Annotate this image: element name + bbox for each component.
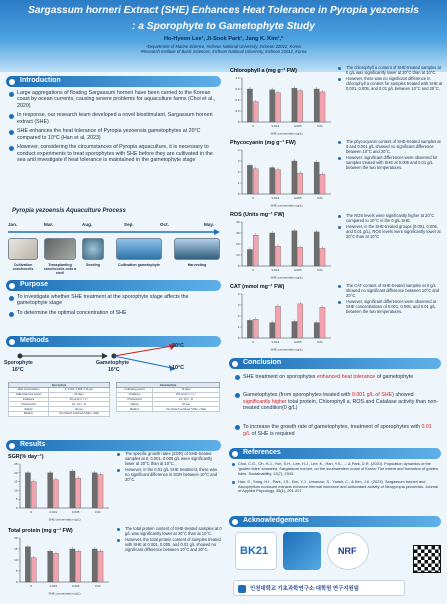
- bar: [25, 547, 30, 582]
- bullet-icon: [8, 338, 16, 346]
- y-tick-label: 40: [236, 220, 240, 224]
- sporophyte-temp: 16°C: [12, 367, 24, 373]
- result-bullet: The phycocyanin content of SHE-treated samples at 0 and 0.001 g/L showed no significant difference between 10°C and 20°C.: [337, 140, 443, 154]
- table-row: Irradiance 40 μmol m⁻² s⁻¹: [9, 397, 110, 402]
- bar: [92, 473, 97, 508]
- bar: [320, 174, 325, 194]
- x-tick-label: 0.001: [271, 268, 280, 272]
- x-tick-label: 0: [252, 196, 254, 200]
- y-tick-label: 20: [236, 242, 240, 246]
- x-tick-label: 0: [252, 124, 254, 128]
- month-label: Sep.: [124, 222, 134, 227]
- bar: [292, 161, 297, 194]
- bar: [292, 231, 297, 266]
- y-tick-label: 15: [14, 479, 18, 484]
- sgr-chart: [6, 462, 112, 522]
- bar: [247, 165, 252, 194]
- conclusion-item: To increase the growth rate of gametophytes, treatment of sporophytes with 0.01 g/L of SHE is required: [235, 424, 440, 437]
- bar: [314, 89, 319, 122]
- institute-logo: 인천대학교 기초과학연구소·대학원 연구지원팀: [233, 580, 405, 596]
- bar: [53, 480, 58, 508]
- x-tick-label: 0.001: [49, 510, 58, 514]
- bar: [70, 549, 75, 582]
- bar: [270, 323, 275, 338]
- bullet-icon: [8, 282, 16, 290]
- gametophyte-label: Gametophyte: [96, 360, 130, 366]
- process-caption: Cultivation conchocelis: [12, 263, 34, 271]
- bullet-icon: [231, 360, 239, 368]
- cat-chart: [228, 292, 334, 352]
- table-row: Photoperiod 10 : 14 L : D: [9, 402, 110, 407]
- y-tick-label: 10: [14, 488, 18, 493]
- authors: Ho-Hyeon Lee¹, Ji-Sook Park¹, Jang K. Kim¹,²: [163, 36, 284, 42]
- bar: [298, 173, 303, 194]
- bar: [275, 306, 280, 338]
- conclusion-heading: Conclusion: [243, 359, 282, 366]
- title-line-1: Sargassum horneri Extract (SHE) Enhances Heat Tolerance in Pyropia yezoensis: [28, 5, 419, 16]
- results-heading: Results: [20, 441, 46, 448]
- conclusion-item: Gametophytes (from sporophytes treated with 0.001 g/L of SHE) showed significantly higher total protein, Chlorophyll a, ROS and Catalase activity than non-treated condition(0 g/L): [235, 392, 440, 412]
- y-tick-label: 2: [237, 314, 240, 318]
- y-tick-label: 0: [237, 192, 240, 196]
- qr-code[interactable]: [413, 545, 441, 573]
- bar: [53, 553, 58, 582]
- y-tick-label: 30: [236, 231, 240, 235]
- y-tick-label: 0: [237, 120, 240, 124]
- bar: [247, 89, 252, 122]
- bar: [247, 250, 252, 267]
- table-header: Gametophyte: [117, 383, 220, 388]
- y-tick-label: 5: [15, 497, 18, 502]
- x-tick-label: 0.001: [271, 124, 280, 128]
- x-tick-label: 0.001: [271, 340, 280, 344]
- bar: [48, 473, 53, 508]
- bar: [253, 169, 258, 194]
- result-bullet: However, significant differences were observed for samples treated with SHE at 0.005 and 0.01 g/L between the two temperatures.: [337, 156, 443, 170]
- methods-heading: Methods: [20, 337, 49, 344]
- bar: [314, 162, 319, 194]
- introduction-banner: [6, 76, 221, 87]
- x-tick-label: 0: [30, 584, 32, 588]
- x-axis-label: SHE concentration (g/L): [48, 591, 81, 596]
- cultivation-photo: [116, 238, 162, 260]
- table-row: Salinity 30 psu: [117, 402, 220, 407]
- bar: [314, 323, 319, 338]
- bar: [270, 168, 275, 194]
- affiliation-2: ²Research Institute of Basic Sciences, Incheon National University, Incheon 22012, Korea: [140, 49, 307, 54]
- sgr-bullets: [116, 452, 222, 484]
- y-tick-label: 0.6: [235, 98, 240, 102]
- x-axis-label: SHE concentration (g/L): [48, 517, 81, 522]
- month-label: Aug.: [82, 222, 93, 227]
- branch-10c-label: 10°C: [172, 365, 185, 371]
- y-tick-label: 4: [237, 148, 240, 152]
- bullet-icon: [231, 450, 239, 458]
- cat-bullets: [337, 284, 443, 316]
- bar: [98, 551, 103, 582]
- bar: [320, 92, 325, 122]
- bar: [25, 473, 30, 508]
- y-tick-label: 4: [237, 292, 240, 296]
- intro-item: SHE enhances the heat tolerance of Pyropia yezoensis gametophytes at 20°C compared to 10°C (Han et al, 2023): [8, 128, 220, 141]
- result-bullet: However, in the 0.01 g/L SHE treatment, there was no significant difference in SGR between 10°C and 20°C.: [116, 468, 222, 482]
- bar: [314, 232, 319, 266]
- references-list: [231, 462, 441, 497]
- y-tick-label: 0: [15, 506, 18, 510]
- gametophyte-temp: 16°C: [108, 367, 120, 373]
- sporophyte-table: [8, 382, 110, 417]
- bar: [253, 102, 258, 122]
- bar: [298, 304, 303, 338]
- bullet-icon: [8, 442, 16, 450]
- bar: [275, 170, 280, 194]
- result-bullet: However, in the SHE-treated groups (0.001, 0.005, and 0.01 g/L), ROS levels were significantly lower at 20°C than at 10°C: [337, 225, 443, 239]
- intro-item: Large aggregations of floating Sargassum horneri have been carried to the Korean coast by ocean currents, causing severe problems for aquaculture farms (Choi et al., 2020): [8, 90, 220, 109]
- process-caption: Cultivation gametophyte: [118, 263, 160, 267]
- table-row: Medium Von Stosch enriched (VSE) + SHE: [117, 407, 220, 412]
- y-tick-label: 0: [237, 264, 240, 268]
- table-row: Salinity 30 psu: [9, 407, 110, 412]
- introduction-heading: Introduction: [20, 77, 61, 84]
- y-tick-label: 3: [237, 303, 240, 307]
- bar: [275, 93, 280, 122]
- inu-logo: [283, 532, 321, 570]
- protein-bullets: [116, 527, 222, 554]
- x-axis-label: SHE concentration (g/L): [270, 131, 303, 136]
- bar: [76, 551, 81, 582]
- bullet-icon: [235, 393, 240, 398]
- bar: [298, 91, 303, 122]
- table-row: Photoperiod 12 : 12 L : D: [117, 397, 220, 402]
- y-tick-label: 1: [237, 181, 240, 185]
- timeline-arrow: [6, 228, 221, 236]
- x-tick-label: 0: [252, 268, 254, 272]
- reference-item: Han, S., Song, H.I., Park, J.S., Kim, Y.J., Umanzor, S., Yarish, C., & Kim, J.K. (2023). Sargassum horneri and Ascophyllum nodosum extracts enhance thermal tolerance and antioxidant activity of Neopyropia yezoensis. Journal of Applied Phycology, 35(1), 201-207.: [231, 480, 441, 495]
- result-bullet: The specific growth rates (SGR) of SHE-treated samples at 0, 0.001, 0.005 g/L were significantly lower at 20°C than at 10°C.: [116, 452, 222, 466]
- cat-chart-title: CAT (mmol mg⁻¹ FW): [230, 284, 285, 290]
- x-tick-label: 0.01: [316, 196, 323, 200]
- x-axis-label: SHE concentration (g/L): [270, 347, 303, 352]
- acknowledgements-banner: [229, 516, 441, 527]
- x-tick-label: 0.001: [49, 584, 58, 588]
- conclusion-item: SHE treatment on sporophytes enhanced heat tolerance of gametophyte: [235, 374, 440, 381]
- x-axis-label: SHE concentration (g/L): [270, 275, 303, 280]
- university-emblem-icon: [238, 585, 246, 593]
- process-caption: Harvesting: [187, 263, 207, 267]
- y-tick-label: 15: [14, 547, 18, 551]
- bar: [31, 482, 36, 508]
- table-row: Cultivating period 10 days: [117, 388, 220, 393]
- month-label: Oct.: [160, 222, 169, 227]
- purpose-banner: [6, 280, 221, 291]
- gametophyte-table: [116, 382, 220, 412]
- table-row: SHE concentration 0, 0.001, 0.005, 0.01 g/L: [9, 388, 110, 393]
- protein-chart-title: Total protein (mg g⁻¹ FW): [8, 528, 73, 534]
- y-tick-label: 0: [15, 580, 18, 584]
- seeding-photo: [82, 238, 104, 260]
- ros-chart: [228, 220, 334, 280]
- acknowledgements-heading: Acknowledgements: [243, 517, 309, 524]
- x-tick-label: 0.005: [293, 196, 302, 200]
- ros-chart-title: ROS (Units mg⁻¹ FW): [230, 212, 285, 218]
- bar: [247, 320, 252, 338]
- result-bullet: The total protein content of SHE-treated samples at 0 g/L was significantly lower at 20°C than at 10°C.: [116, 527, 222, 537]
- bar: [253, 235, 258, 266]
- purpose-item: To investigate whether SHE treatment at the sporophyte stage affects the gametophyte stage: [8, 294, 220, 307]
- phycocyanin-chart-title: Phycocyanin (mg g⁻¹ FW): [230, 140, 296, 146]
- bar: [320, 248, 325, 266]
- conchocelis-photo: [8, 238, 38, 260]
- table-header: Sporophyte: [9, 383, 110, 388]
- purpose-item: To determine the optimal concentration of SHE: [8, 310, 220, 316]
- table-row: SHE treatment period 30 days: [9, 392, 110, 397]
- chlorophyll-bullets: [337, 66, 443, 93]
- bar: [98, 475, 103, 508]
- bar: [76, 478, 81, 508]
- bar: [48, 551, 53, 582]
- references-heading: References: [243, 449, 281, 456]
- bar: [70, 471, 75, 508]
- bar: [320, 307, 325, 338]
- result-bullet: The CAT content of SHE-treated samples at 0 g/L showed no significant difference between 10°C and 20°C.: [337, 284, 443, 298]
- bar: [270, 90, 275, 122]
- result-bullet: However, significant differences were observed at SHE concentrations of 0.001, 0.005, and 0.01 g/L between the two temperatures.: [337, 300, 443, 314]
- protein-chart: [6, 536, 112, 596]
- purpose-list: [8, 294, 220, 320]
- bar: [298, 247, 303, 266]
- result-bullet: However, the total protein content of samples treated with SHE at 0.001, 0.005, and 0.01 g/L showed no significant difference between 10°C and 20°C.: [116, 538, 222, 552]
- y-tick-label: 25: [14, 462, 18, 466]
- bar: [275, 246, 280, 266]
- y-tick-label: 3: [237, 159, 240, 163]
- bar: [292, 322, 297, 339]
- y-tick-label: 5: [15, 569, 18, 573]
- x-tick-label: 0.005: [293, 340, 302, 344]
- results-banner: [6, 440, 221, 451]
- branch-20c-label: 20°C: [172, 343, 185, 349]
- x-tick-label: 0.01: [94, 510, 101, 514]
- shell-photo: [44, 238, 76, 260]
- chlorophyll-chart: [228, 76, 334, 136]
- bullet-icon: [235, 375, 240, 380]
- references-banner: [229, 448, 441, 459]
- sporophyte-label: Sporophyte: [4, 360, 33, 366]
- y-tick-label: 1.2: [235, 76, 240, 80]
- y-tick-label: 2: [237, 170, 240, 174]
- title-line-2: : a Sporophyte to Gametophyte Study: [132, 21, 315, 32]
- bar: [92, 549, 97, 582]
- result-bullet: However, there was no significant difference in chlorophyll a content for samples treated with SHE at 0.001, 0.005, and 0.01 g/L between 10°C and 20°C.: [337, 77, 443, 91]
- process-title: Pyropia yezoensis Aquaculture Process: [12, 208, 126, 214]
- month-label: May.: [204, 222, 214, 227]
- x-tick-label: 0: [30, 510, 32, 514]
- bar: [270, 233, 275, 266]
- month-label: Mar.: [44, 222, 54, 227]
- introduction-list: [8, 90, 220, 167]
- affiliation-1: ¹Department of Marine Science, Incheon National University, Incheon 22012, Korea: [146, 44, 301, 49]
- y-tick-label: 10: [14, 558, 18, 562]
- methods-banner: [6, 336, 221, 347]
- y-tick-label: 0.9: [235, 87, 240, 91]
- x-tick-label: 0.01: [94, 584, 101, 588]
- x-tick-label: 0: [252, 340, 254, 344]
- bar: [292, 88, 297, 122]
- x-tick-label: 0.005: [71, 584, 80, 588]
- y-tick-label: 20: [14, 536, 18, 540]
- y-tick-label: 1: [237, 325, 240, 329]
- harvesting-photo: [174, 238, 220, 260]
- y-tick-label: 0.3: [235, 109, 240, 113]
- month-label: Jan.: [8, 222, 18, 227]
- x-tick-label: 0.01: [316, 268, 323, 272]
- x-tick-label: 0.005: [293, 268, 302, 272]
- y-tick-label: 20: [14, 470, 18, 475]
- ros-bullets: [337, 214, 443, 241]
- process-caption: Seeding: [86, 263, 100, 267]
- nrf-logo: NRF: [327, 532, 369, 570]
- process-caption: Transplanting conchocelis onto a shell: [43, 263, 77, 275]
- sgr-chart-title: SGR(% day⁻¹): [8, 454, 44, 460]
- reference-item: Choi, C.G., Oh, H.J., Yun, S.H., Lee, H.J., Lee, K., Han, Y.S., ... & Park, D.R. (2020). Population dynamics of the 'golden tides' seaweed, Sargassum horneri, on the southwestern coast of Korea: The extent and formation of golden tides. Sustainability, 12(7), 2903.: [231, 462, 441, 477]
- table-row: Medium Von Stosch enriched (VSE) + SHE: [9, 411, 110, 416]
- x-tick-label: 0.005: [293, 124, 302, 128]
- result-bullet: The ROS levels were significantly higher at 20°C compared to 10°C in the 0 g/L SHE.: [337, 214, 443, 224]
- bk21-logo: BK21: [235, 532, 277, 570]
- intro-item: However, considering the circumstances of Pyropia aquaculture, it is necessary to conduct experiments to treat sporophytes with SHE before they are cultivated in the sea and investigate if heat tolerance is maintained in the gametophyte stage: [8, 144, 220, 163]
- phycocyanin-bullets: [337, 140, 443, 172]
- x-axis-label: SHE concentration (g/L): [270, 203, 303, 208]
- bullet-icon: [231, 518, 239, 526]
- bar: [253, 319, 258, 338]
- y-tick-label: 0: [237, 336, 240, 340]
- x-tick-label: 0.005: [71, 510, 80, 514]
- phycocyanin-chart: [228, 148, 334, 208]
- x-tick-label: 0.01: [316, 340, 323, 344]
- bullet-icon: [235, 425, 240, 430]
- bullet-icon: [8, 78, 16, 86]
- y-tick-label: 10: [236, 253, 240, 257]
- conclusion-banner: [229, 358, 441, 369]
- x-tick-label: 0.01: [316, 124, 323, 128]
- table-row: Irradiance 100 μmol m⁻² s⁻¹: [117, 392, 220, 397]
- x-tick-label: 0.001: [271, 196, 280, 200]
- poster-header: [0, 0, 447, 72]
- bar: [31, 558, 36, 582]
- purpose-heading: Purpose: [20, 281, 49, 288]
- result-bullet: The chlorophyll a content of SHE-treated samples at 0 g/L was significantly lower at 20°C than at 10°C.: [337, 66, 443, 76]
- chlorophyll-chart-title: Chlorophyll a (mg g⁻¹ FW): [230, 68, 297, 74]
- intro-item: In response, our research team developed a novel biostimulant, Sargassum horneri extract (SHE): [8, 112, 220, 125]
